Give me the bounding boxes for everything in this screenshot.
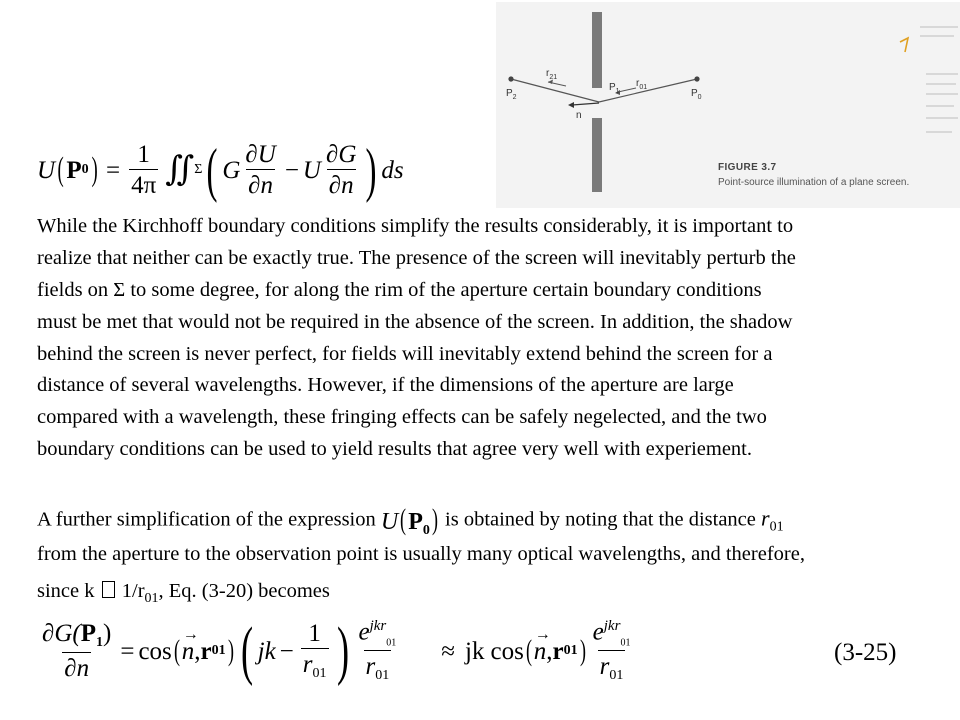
point-p0 (694, 76, 699, 81)
annotation-mark (900, 38, 908, 52)
missing-glyph-box (102, 581, 115, 598)
text-line: boundary conditions can be used to yield results that agree very well with experiement. (37, 438, 753, 461)
equation-number: (3-25) (834, 639, 897, 666)
text-line: realize that neither can be exactly true. The presence of the screen will inevitably perturb the (37, 246, 796, 269)
text-line: must be met that would not be required in the absence of the screen. In addition, the shadow (37, 310, 793, 333)
screen-lower (592, 118, 602, 192)
figure-caption: Point-source illumination of a plane screen. (718, 177, 910, 188)
figure-3-7 (496, 2, 960, 208)
point-p2 (508, 76, 513, 81)
label-p1: $P_1$ (609, 82, 620, 95)
text-line: distance of several wavelengths. However, if the dimensions of the aperture are large (37, 374, 734, 397)
text-line: fields on Σ to some degree, for along the rim of the aperture certain boundary conditions (37, 278, 762, 301)
figure-title: FIGURE 3.7 (718, 162, 777, 173)
text-line-since: since k $1/r_{01}$, Eq. (3-20) becomes (37, 580, 330, 606)
text-line: While the Kirchhoff boundary conditions simplify the results considerably, it is important to (37, 215, 794, 237)
paragraph-kirchhoff-conditions (37, 211, 796, 466)
label-n: n (576, 110, 582, 121)
label-r21: $r_{21}$ (546, 68, 558, 81)
screen-upper (592, 12, 602, 88)
text-line-from-aperture: from the aperture to the observation point is usually many optical wavelengths, and therefore, (37, 543, 805, 565)
label-p2: $P_2$ (506, 88, 517, 101)
equation-3-25: $\frac{\partial G(P_1)}{\partial n}$ = cos ( → n , r 01 ) ( jk − $\frac{1}{r_{01}}$ ) $\frac{e^{jkr}_{01}}{r_{01}}$ ≈ jk cos ( → n , r 01 ) $\frac{e^{jkr}_{01}}{r_{01}}$ (42, 614, 631, 687)
sentence-further-simplification: A further simplification of the expression $U(P_0)$ is obtained by noting that the distance $r_{01}$ (37, 503, 784, 538)
text-line: behind the screen is never perfect, for fields will inevitably extend behind the screen for a (37, 342, 773, 365)
label-p0: $P_0$ (691, 88, 702, 101)
text-line: compared with a wavelength, these fringing effects can be safely negelected, and the two (37, 406, 767, 429)
equation-kirchhoff-integral: U ( P 0 ) = $\frac{1}{4\pi}$ ∬ Σ ( G $\frac{\partial U}{\partial n}$ − U $\frac{\partial G}{\partial n}$ ) ds (37, 137, 404, 203)
label-r01: $r_{01}$ (636, 78, 648, 91)
